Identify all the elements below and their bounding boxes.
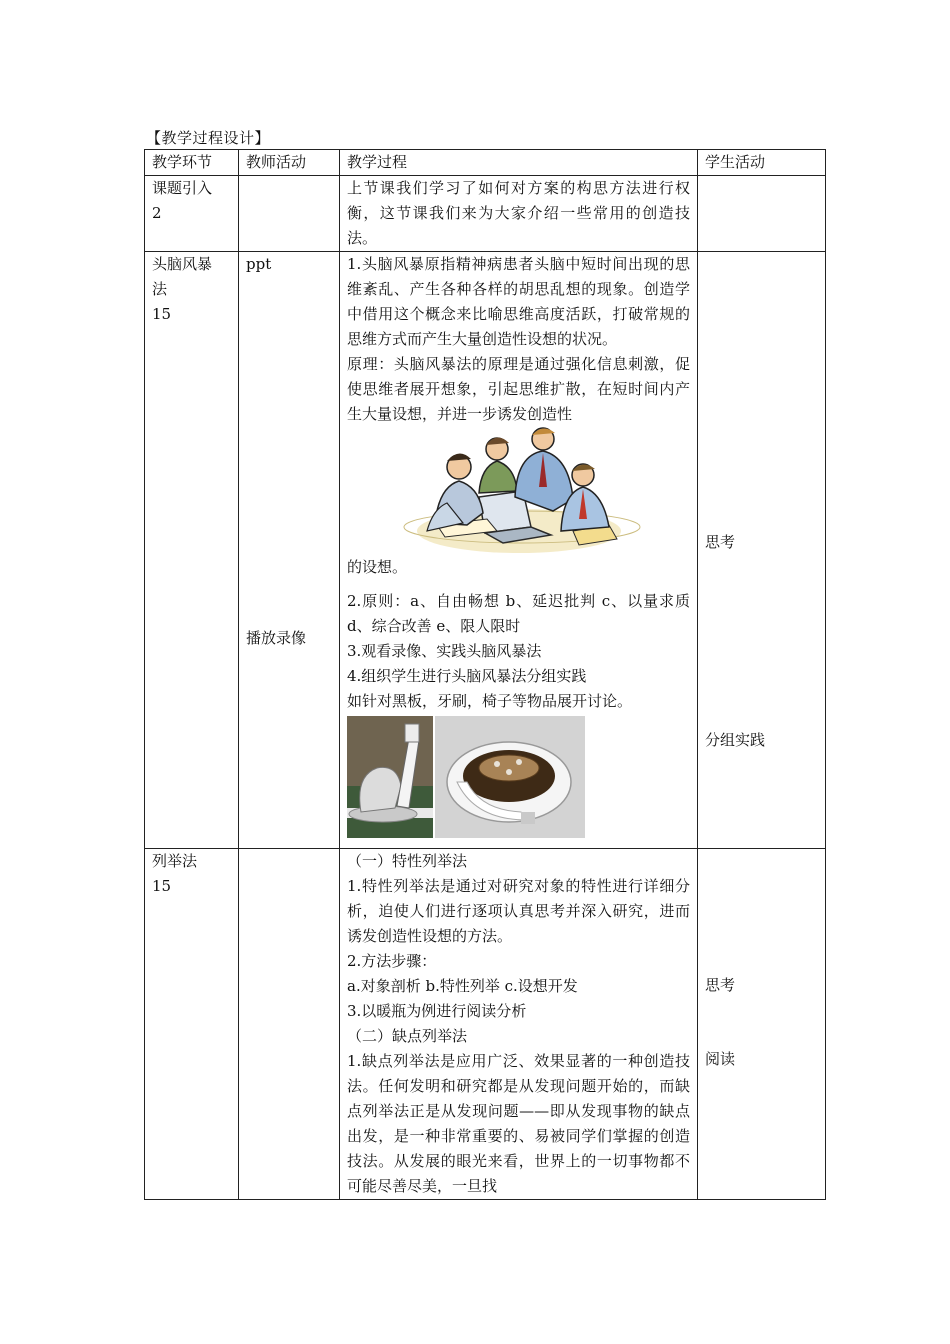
header-student: 学生活动 <box>698 150 826 176</box>
process-step-group: 4.组织学生进行头脑风暴法分组实践 <box>347 667 587 685</box>
coffee-cup-photo <box>435 716 585 838</box>
process-steps: a.对象剖析 b.特性列举 c.设想开发 <box>347 977 578 995</box>
process-defect-method: 1.缺点列举法是应用广泛、效果显著的一种创造技法。任何发明和研究都是从发现问题开始的，而缺点列举法正是从发现问题——即从发现事物的缺点出发，是一种非常重要的、易被同学们掌握的创造技法。从发展的眼光来看，世界上的一切事物都不可能尽善尽美，一旦找 <box>347 1052 690 1195</box>
stage-name: 课题引入 <box>152 179 213 197</box>
process-steps-title: 2.方法步骤： <box>347 952 437 970</box>
process-text: 上节课我们学习了如何对方案的构思方法进行权衡，这节课我们来为大家介绍一些常用的创造技法。 <box>347 179 690 247</box>
process-definition: 1.特性列举法是通过对研究对象的特性进行详细分析，迫使人们进行逐项认真思考并深入研究，进而诱发创造性设想的方法。 <box>347 877 690 945</box>
teacher-cell <box>239 849 340 1200</box>
process-cell <box>340 849 698 1200</box>
student-cell <box>698 849 826 1200</box>
student-cell <box>698 176 826 252</box>
process-heading-2: （二）缺点列举法 <box>347 1027 468 1045</box>
stage-minutes: 15 <box>152 877 172 895</box>
stage-cell <box>145 176 239 252</box>
header-stage: 教学环节 <box>145 150 239 176</box>
table-row <box>145 252 826 849</box>
header-process: 教学过程 <box>340 150 698 176</box>
stage-cell <box>145 252 239 849</box>
header-teacher: 教师活动 <box>239 150 340 176</box>
table-header-row <box>145 150 826 176</box>
lesson-process-table <box>144 149 826 1200</box>
student-activity-read: 阅读 <box>705 1050 736 1068</box>
process-cell <box>340 176 698 252</box>
teacher-activity-video: 播放录像 <box>246 629 307 647</box>
stage-name-cont: 法 <box>152 280 168 298</box>
process-definition: 1.头脑风暴原指精神病患者头脑中短时间出现的思维紊乱、产生各种各样的胡思乱想的现象。创造学中借用这个概念来比喻思维高度活跃，打破常规的思维方式而产生大量创造性设想的状况。 <box>347 255 690 348</box>
process-example: 如针对黑板，牙刷，椅子等物品展开讨论。 <box>347 692 633 710</box>
stage-name: 头脑风暴 <box>152 255 213 273</box>
student-activity-think: 思考 <box>705 976 736 994</box>
student-activity-think: 思考 <box>705 533 736 551</box>
student-cell <box>698 252 826 849</box>
stage-minutes: 15 <box>152 305 172 323</box>
table-row <box>145 849 826 1200</box>
teacher-cell <box>239 176 340 252</box>
team-discussion-illustration <box>347 427 691 555</box>
process-step-video: 3.观看录像、实践头脑风暴法 <box>347 642 542 660</box>
stage-minutes: 2 <box>152 204 162 222</box>
process-heading-1: （一）特性列举法 <box>347 852 468 870</box>
table-row <box>145 176 826 252</box>
process-principle: 原理：头脑风暴法的原理是通过强化信息刺激，促使思维者展开想象，引起思维扩散，在短时间内产生大量设想，并进一步诱发创造性 <box>347 355 690 423</box>
product-photos <box>347 716 690 838</box>
process-example: 3.以暖瓶为例进行阅读分析 <box>347 1002 527 1020</box>
stage-cell <box>145 849 239 1200</box>
page-title: 【教学过程设计】 <box>146 129 271 147</box>
process-rules: 2.原则：a、自由畅想 b、延迟批判 c、以量求质 d、综合改善 e、限人限时 <box>347 592 690 635</box>
teacher-cell <box>239 252 340 849</box>
process-cell <box>340 252 698 849</box>
toothbrush-stand-photo <box>347 716 433 838</box>
student-activity-group: 分组实践 <box>705 731 766 749</box>
process-principle-end: 的设想。 <box>347 558 408 576</box>
teacher-activity-ppt: ppt <box>246 255 272 273</box>
stage-name: 列举法 <box>152 852 198 870</box>
